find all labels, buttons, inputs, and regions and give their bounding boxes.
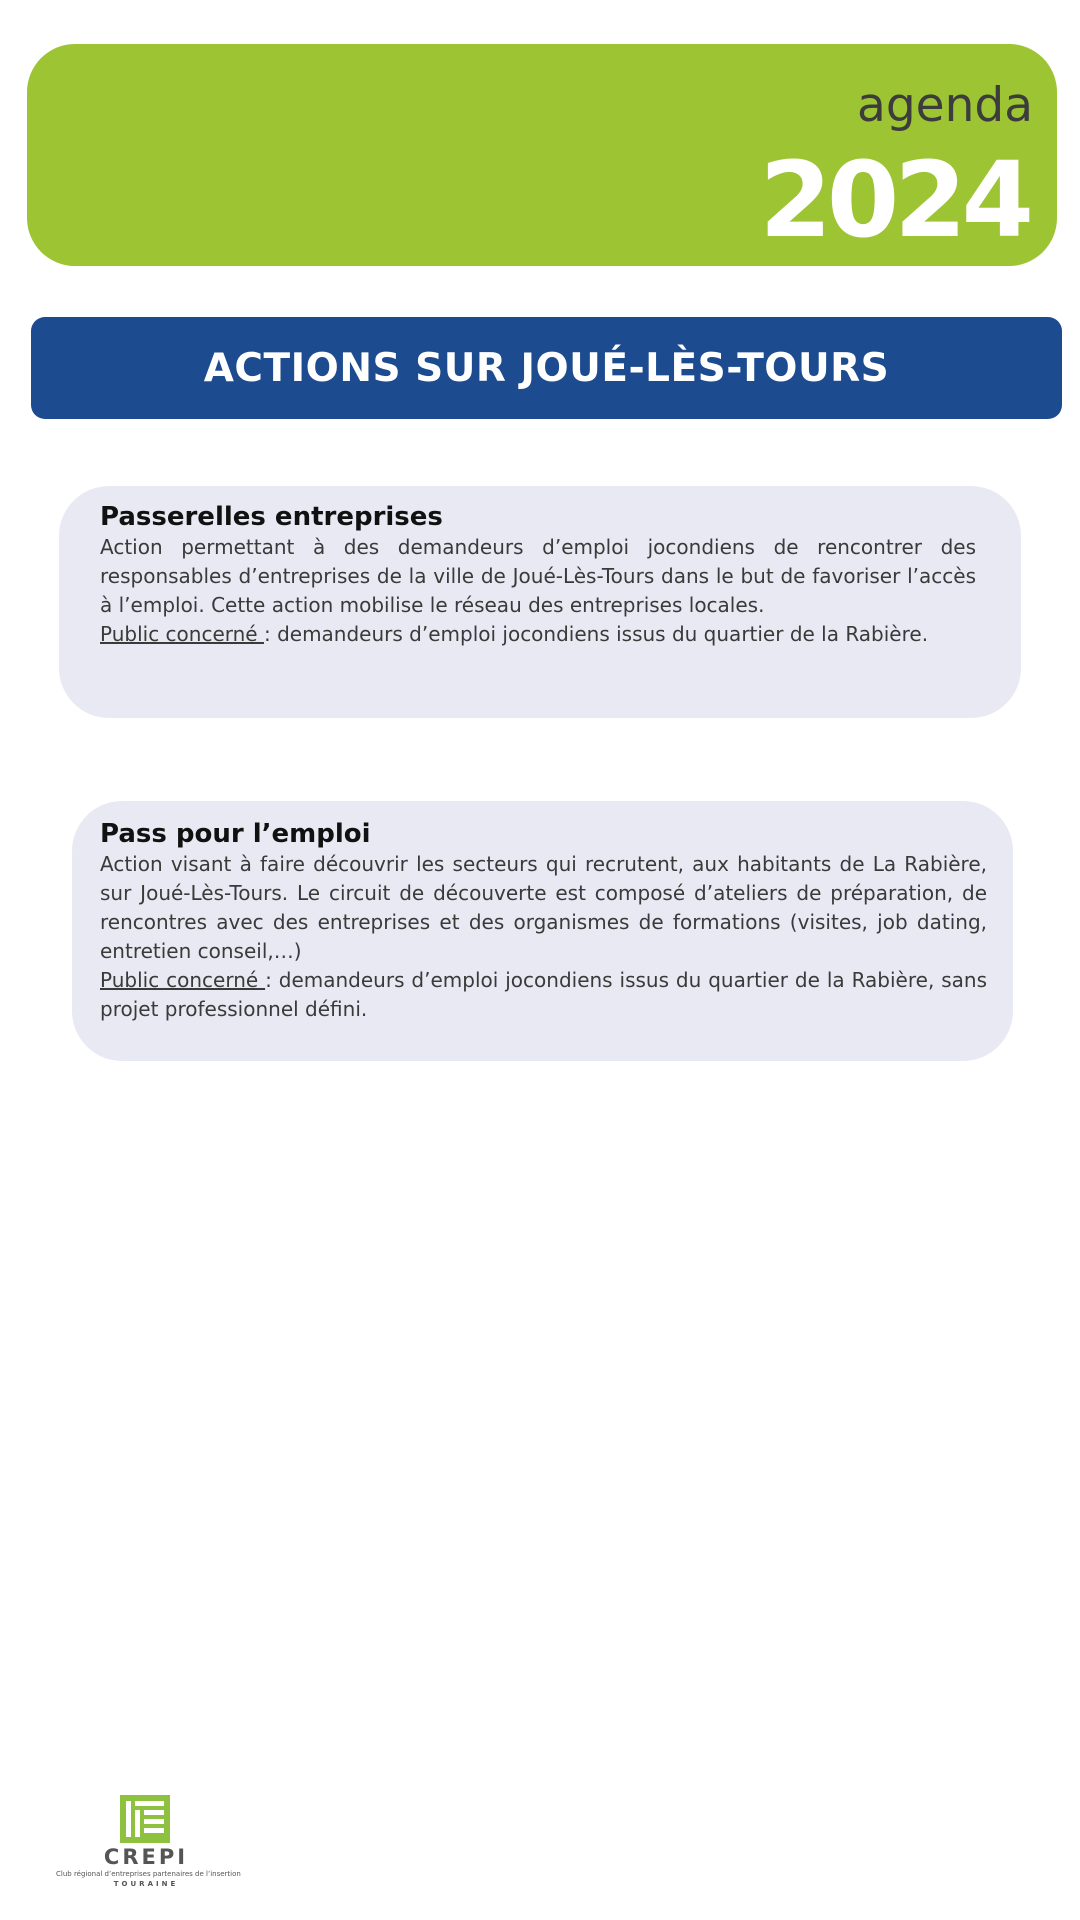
agenda-header-banner: [27, 44, 1057, 266]
action-title: Passerelles entreprises: [100, 502, 443, 532]
crepi-logo: [56, 1795, 241, 1891]
action-public: [100, 966, 987, 1024]
action-title: Pass pour l’emploi: [100, 819, 371, 849]
public-text: : demandeurs d’emploi jocondiens issus du quartier de la Rabière, sans projet professionnel défini.: [100, 968, 987, 1022]
crepi-logo-icon: [120, 1795, 170, 1843]
public-label: Public concerné: [100, 968, 266, 993]
public-label: Public concerné: [100, 622, 264, 647]
agenda-year: 2024: [759, 139, 1029, 261]
action-description: Action permettant à des demandeurs d’emploi jocondiens de rencontrer des responsables d’entreprises de la ville de Joué-Lès-Tours dans le but de favoriser l’accès à l’emploi. Cette action mobilise le réseau des entreprises locales.: [100, 535, 976, 618]
action-card-passerelles: [59, 486, 1021, 718]
logo-tagline: Club régional d’entreprises partenaires de l’insertion: [56, 1870, 241, 1878]
public-text: : demandeurs d’emploi jocondiens issus du quartier de la Rabière.: [263, 622, 929, 647]
section-banner: [31, 317, 1062, 419]
action-description: Action visant à faire découvrir les secteurs qui recrutent, aux habitants de La Rabière, sur Joué-Lès-Tours. Le circuit de découverte est composé d’ateliers de préparation, de rencontres avec des entreprises et des organismes de formations (visites, job dating, entretien conseil,…): [100, 852, 987, 964]
action-card-pass-emploi: [72, 801, 1013, 1061]
section-title: ACTIONS SUR JOUÉ-LÈS-TOURS: [203, 345, 890, 391]
agenda-label: agenda: [857, 78, 1033, 133]
logo-name: CREPI: [103, 1845, 189, 1869]
logo-region: TOURAINE: [113, 1880, 179, 1888]
action-public: [100, 620, 976, 649]
